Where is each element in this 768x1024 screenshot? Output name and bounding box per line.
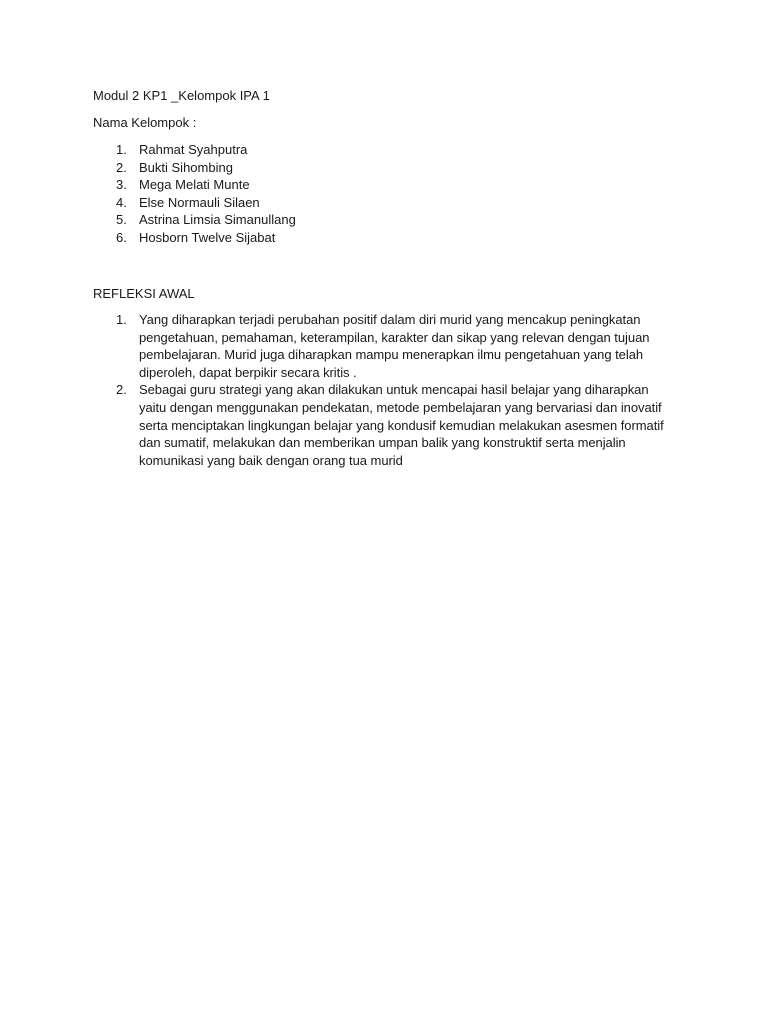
member-name: Rahmat Syahputra [139, 142, 248, 157]
list-number: 2. [116, 159, 127, 175]
list-item [93, 176, 296, 194]
list-number: 6. [116, 229, 127, 245]
reflection-text: Yang diharapkan terjadi perubahan positif dalam diri murid yang mencakup peningkatan pengetahuan, pemahaman, keterampilan, karakter dan sikap yang relevan dengan tujuan pembelajaran. Murid juga diharapkan mampu menerapkan ilmu pengetahuan yang telah diperoleh, dapat berpikir secara kritis . [139, 312, 650, 380]
section-heading: REFLEKSI AWAL [93, 286, 195, 301]
list-number: 2. [116, 382, 127, 398]
list-item [93, 159, 296, 177]
list-item [93, 141, 296, 159]
list-item [93, 211, 296, 229]
member-name: Bukti Sihombing [139, 159, 233, 175]
reflection-text: Sebagai guru strategi yang akan dilakukan untuk mencapai hasil belajar yang diharapkan yaitu dengan menggunakan pendekatan, metode pembelajaran yang bervariasi dan inovatif serta menciptakan lingkungan belajar yang kondusif kemudian melakukan asesmen formatif dan sumatif, melakukan dan memberikan umpan balik yang konstruktif serta menjalin komunikasi yang baik dengan orang tua murid [139, 382, 664, 468]
list-number: 1. [116, 142, 127, 157]
member-name: Mega Melati Munte [139, 177, 250, 193]
member-name: Astrina Limsia Simanullang [139, 212, 296, 228]
member-name: Else Normauli Silaen [139, 194, 260, 210]
list-number: 4. [116, 194, 127, 210]
list-number: 5. [116, 212, 127, 228]
member-list [93, 141, 296, 247]
group-label: Nama Kelompok : [93, 115, 197, 130]
document-title: Modul 2 KP1 _Kelompok IPA 1 [93, 88, 270, 103]
list-item [93, 381, 678, 469]
list-number: 3. [116, 177, 127, 193]
list-item [93, 194, 296, 212]
list-number: 1. [116, 312, 127, 327]
reflection-list [93, 311, 678, 469]
list-item [93, 311, 678, 381]
member-name: Hosborn Twelve Sijabat [139, 229, 276, 245]
list-item [93, 229, 296, 247]
